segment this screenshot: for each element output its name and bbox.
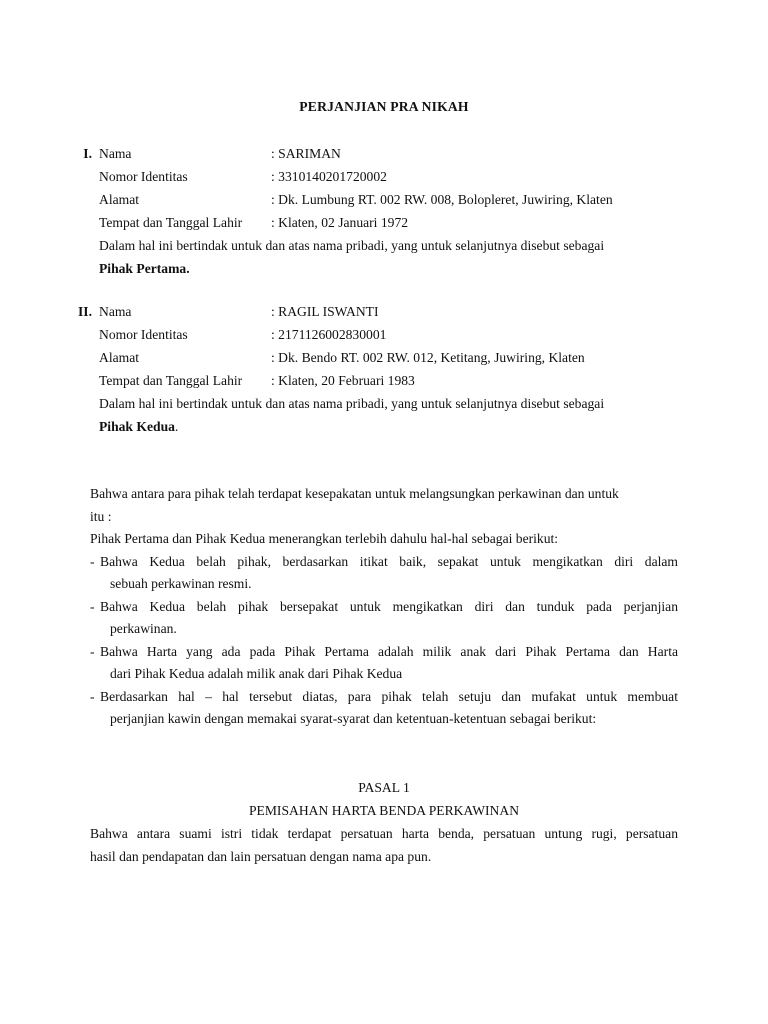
field-label: Alamat — [99, 192, 140, 207]
field-label: Nama — [99, 146, 132, 161]
recital-intro-line: itu : — [90, 508, 112, 524]
bullet-dash: - — [90, 598, 95, 614]
party-role: Pihak Kedua — [99, 419, 175, 434]
field-value: : 2171126002830001 — [271, 327, 387, 342]
recital-bullet — [90, 686, 678, 731]
party-description-line: Dalam hal ini bertindak untuk dan atas nama pribadi, yang untuk selanjutnya disebut sebagai — [99, 238, 605, 253]
bullet-text: Bahwa Kedua belah pihak, berdasarkan itikat baik, sepakat untuk mengikatkan diri dalam — [100, 553, 678, 569]
party-role-tail: . — [174, 419, 179, 434]
field-label: Tempat dan Tanggal Lahir — [99, 215, 243, 230]
bullet-text: perjanjian kawin dengan memakai syarat-syarat dan ketentuan-ketentuan sebagai berikut: — [110, 711, 597, 726]
party-role: Pihak Pertama. — [99, 261, 190, 276]
bullet-dash: - — [90, 643, 95, 659]
bullet-dash: - — [90, 688, 95, 704]
field-value: : Klaten, 02 Januari 1972 — [271, 215, 409, 230]
recital-bullet — [90, 641, 678, 686]
field-label: Nomor Identitas — [99, 327, 188, 342]
bullet-text: Bahwa Harta yang ada pada Pihak Pertama adalah milik anak dari Pihak Pertama dan Harta — [100, 643, 678, 659]
recitals — [90, 483, 678, 731]
party-description — [99, 234, 604, 280]
bullet-text: Berdasarkan hal – hal tersebut diatas, para pihak telah setuju dan mufakat untuk membuat — [100, 688, 678, 704]
field-value: : 3310140201720002 — [271, 169, 387, 184]
field-value: : SARIMAN — [271, 146, 341, 161]
recital-bullet — [90, 551, 678, 596]
field-row-identitas — [99, 167, 387, 187]
bullet-text: sebuah perkawinan resmi. — [110, 576, 252, 591]
field-row-identitas — [99, 325, 386, 345]
document-title: PERJANJIAN PRA NIKAH — [299, 99, 469, 114]
field-label: Nama — [99, 304, 132, 319]
recital-statement: Pihak Pertama dan Pihak Kedua menerangkan terlebih dahulu hal-hal sebagai berikut: — [90, 531, 559, 546]
recital-intro-line: Bahwa antara para pihak telah terdapat kesepakatan untuk melangsungkan perkawinan dan untuk — [90, 486, 619, 501]
party-description-line: Dalam hal ini bertindak untuk dan atas nama pribadi, yang untuk selanjutnya disebut sebagai — [99, 396, 605, 411]
pasal-body-line: hasil dan pendapatan dan lain persatuan dengan nama apa pun. — [90, 849, 432, 864]
pasal-body — [90, 822, 678, 868]
bullet-text: Bahwa Kedua belah pihak bersepakat untuk mengikatkan diri dan tunduk pada perjanjian — [100, 598, 678, 614]
field-row-alamat — [99, 190, 613, 210]
field-row-nama — [99, 302, 378, 322]
field-row-alamat — [99, 348, 585, 368]
party-numeral: II. — [78, 304, 92, 319]
field-value: : RAGIL ISWANTI — [271, 304, 379, 319]
field-label: Alamat — [99, 350, 140, 365]
field-row-nama — [99, 144, 341, 164]
bullet-text: perkawinan. — [110, 621, 177, 636]
field-label: Nomor Identitas — [99, 169, 188, 184]
party-description — [99, 392, 604, 438]
recital-bullet — [90, 596, 678, 641]
field-value: : Dk. Lumbung RT. 002 RW. 008, Bolopleret, Juwiring, Klaten — [271, 192, 613, 207]
field-row-ttl — [99, 371, 415, 391]
field-row-ttl — [99, 213, 408, 233]
bullet-dash: - — [90, 553, 95, 569]
field-label: Tempat dan Tanggal Lahir — [99, 373, 243, 388]
field-value: : Dk. Bendo RT. 002 RW. 012, Ketitang, Juwiring, Klaten — [271, 350, 585, 365]
pasal-body-line: Bahwa antara suami istri tidak terdapat persatuan harta benda, persatuan untung rugi, persatuan — [90, 826, 678, 841]
pasal-heading: PEMISAHAN HARTA BENDA PERKAWINAN — [248, 803, 520, 818]
party-numeral: I. — [83, 146, 92, 161]
pasal-number: PASAL 1 — [358, 780, 410, 795]
bullet-text: dari Pihak Kedua adalah milik anak dari Pihak Kedua — [110, 666, 403, 681]
field-value: : Klaten, 20 Februari 1983 — [271, 373, 415, 388]
